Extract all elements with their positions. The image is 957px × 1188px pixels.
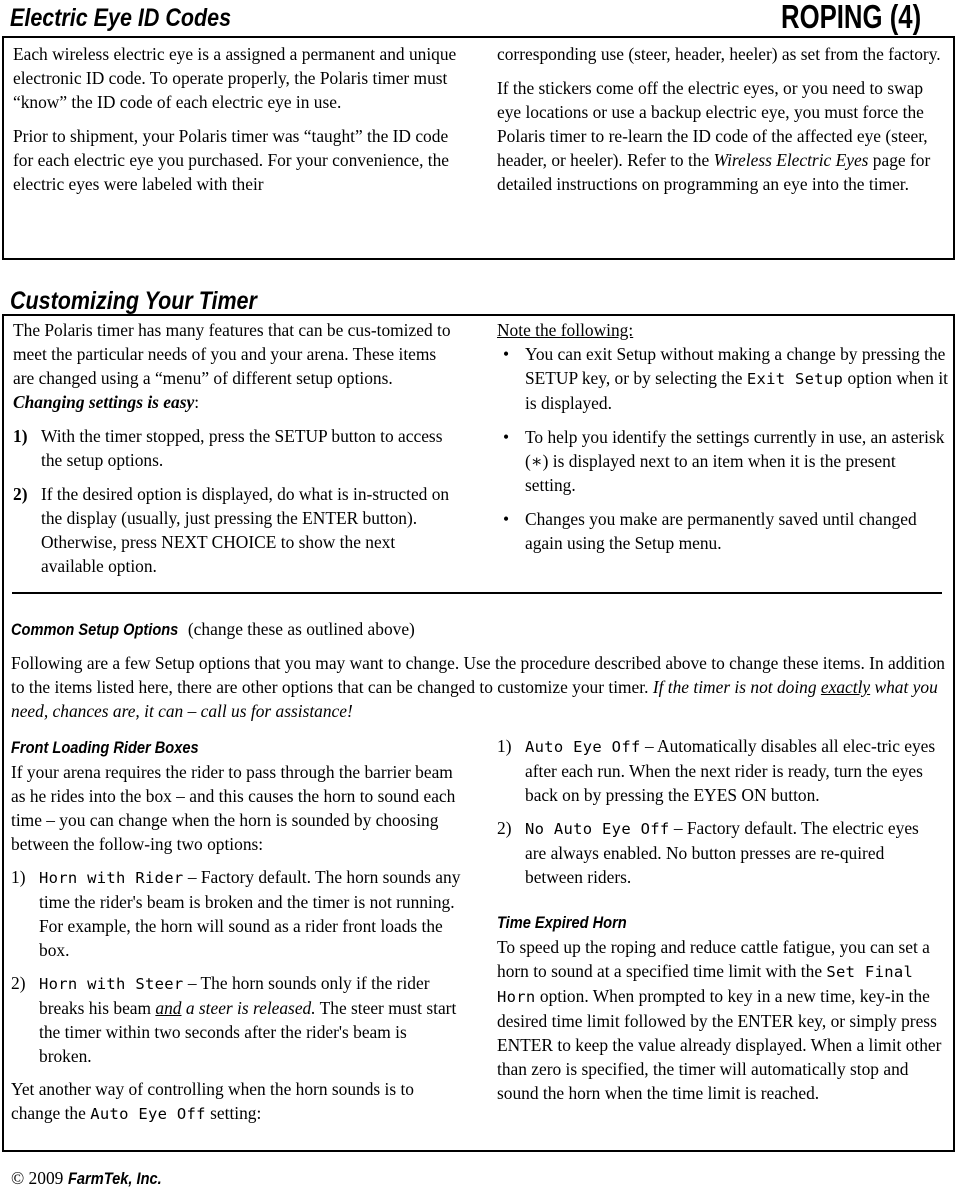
no-auto-eye-off-display-text: No Auto Eye Off	[525, 820, 670, 838]
bullet-icon: •	[503, 344, 510, 364]
bullet-icon: •	[503, 427, 510, 447]
customizing-title: Customizing Your Timer	[10, 287, 257, 315]
eye-id-paragraph-2: Prior to shipment, your Polaris timer was “taught” the ID code for each electric eye you purchased. For your convenience, the electric eyes were labeled with their	[13, 126, 450, 194]
set-final-horn-display-text: Set Final Horn	[497, 963, 914, 1006]
common-setup-paragraph: Following are a few Setup options that you may want to change. Use the procedure described above to change these items. In addition to the items listed here, there are other options that can be changed to customize your timer. If the timer is not doing exactly what you need, chances are, it can – call us for assistance!	[11, 653, 945, 721]
setup-step-2: 2) If the desired option is displayed, do what is in-structed on the display (usually, just pressing the ENTER button). Otherwise, press NEXT CHOICE to show the next available option.	[13, 484, 450, 576]
customizing-right-column	[497, 318, 949, 555]
time-expired-text: To speed up the roping and reduce cattle fatigue, you can set a horn to sound at a specified time limit with the Set Final Horn option. When prompted to key in a new time, key-in the desired time limit followed by the ENTER key, or simply press ENTER to keep the value already displayed. When a limit other than zero is specified, the timer will automatically stop and sound the horn when the time limit is reached.	[497, 937, 942, 1103]
setup-step-1: 1) With the timer stopped, press the SETUP button to access the setup options.	[13, 426, 443, 470]
eye-id-paragraph-1: Each wireless electric eye is a assigned a permanent and unique electronic ID code. To operate properly, the Polaris timer must “know” the ID code of each electric eye in use.	[13, 44, 457, 112]
horn-option-2: 2) Horn with Steer – The horn sounds only if the rider breaks his beam and a steer is released. The steer must start the timer within two seconds after the rider's beam is broken.	[11, 973, 457, 1066]
company-name: FarmTek, Inc.	[67, 1169, 162, 1188]
section-divider	[12, 592, 942, 594]
common-setup-heading: Common Setup Options (change these as outlined above)	[11, 619, 415, 639]
front-loading-title: Front Loading Rider Boxes	[11, 738, 199, 757]
auto-eye-section	[497, 734, 943, 1105]
footer	[11, 1166, 177, 1188]
front-loading-intro: If your arena requires the rider to pass through the barrier beam as he rides into the box – and this causes the horn to sound each time – you can change when the horn is sounded by choosing between the follow-ing two options:	[11, 762, 456, 854]
horn-with-steer-display-text: Horn with Steer	[39, 975, 184, 993]
eye-id-paragraph-3: corresponding use (steer, header, heeler) as set from the factory.	[497, 44, 941, 64]
bullet-icon: •	[503, 509, 510, 529]
page-title: Electric Eye ID Codes	[10, 4, 232, 32]
asterisk-icon: ∗	[530, 451, 543, 471]
electric-eye-id-box	[2, 36, 955, 260]
auto-eye-off-display-text: Auto Eye Off	[90, 1105, 206, 1123]
exit-setup-display-text: Exit Setup	[746, 370, 844, 388]
wireless-electric-eyes-reference: Wireless Electric Eyes	[713, 150, 869, 170]
front-loading-closing: Yet another way of controlling when the horn sounds is to change the Auto Eye Off setting:	[11, 1079, 414, 1123]
horn-with-rider-display-text: Horn with Rider	[39, 869, 184, 887]
note-item: • You can exit Setup without making a change by pressing the SETUP key, or by selecting the Exit Setup option when it is displayed.	[497, 342, 949, 415]
note-item: • Changes you make are permanently saved until changed again using the Setup menu.	[497, 507, 949, 555]
auto-eye-option-2: 2) No Auto Eye Off – Factory default. The electric eyes are always enabled. No button presses are re-quired between riders.	[497, 818, 919, 887]
eye-id-paragraph-4: If the stickers come off the electric eyes, or you need to swap eye locations or use a backup electric eye, you must force the Polaris timer to re-learn the ID code of the affected eye (steer, header, or heeler). Refer to the Wireless Electric Eyes page for detailed instructions on programming an eye into the timer.	[497, 78, 931, 194]
copyright-text: © 2009	[11, 1168, 68, 1188]
auto-eye-option-1: 1) Auto Eye Off – Automatically disables all elec-tric eyes after each run. When the next rider is ready, turn the eyes back on by pressing the EYES ON button.	[497, 736, 936, 805]
time-expired-title: Time Expired Horn	[497, 913, 627, 932]
section-tag: ROPING (4)	[781, 0, 922, 35]
customizing-intro: The Polaris timer has many features that can be cus-tomized to meet the particular needs of you and your arena. These items are changed using a “menu” of different setup options. Changing settings is easy:	[13, 320, 451, 412]
note-title: Note the following:	[497, 320, 634, 340]
common-setup-options	[11, 617, 945, 723]
auto-eye-off-display-text: Auto Eye Off	[525, 738, 641, 756]
eye-id-left-column	[13, 42, 465, 196]
eye-id-right-column	[497, 42, 947, 196]
horn-option-1: 1) Horn with Rider – Factory default. The horn sounds any time the rider's beam is broken and the timer is not running. For example, the horn will sound as a rider front loads the box.	[11, 867, 461, 960]
customizing-left-column	[13, 318, 457, 578]
front-loading-section	[11, 735, 461, 1126]
note-item: • To help you identify the settings currently in use, an asterisk (∗) is displayed next to an item when it is the present setting.	[497, 425, 949, 497]
